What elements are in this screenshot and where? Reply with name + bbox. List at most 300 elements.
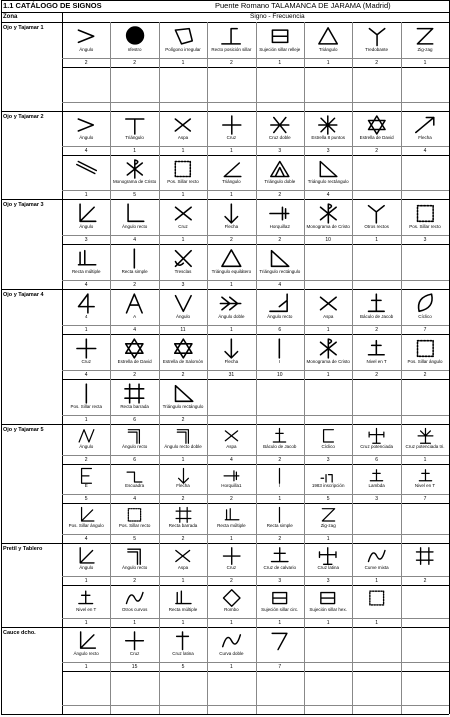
sign-frequency: 2 bbox=[278, 456, 282, 463]
sign-frequency: 4 bbox=[229, 456, 233, 463]
sign-label: Estrella de David bbox=[359, 135, 394, 140]
sign-cell bbox=[352, 199, 400, 244]
sign-cell bbox=[62, 67, 110, 112]
sign-frequency: 1 bbox=[84, 620, 88, 626]
sign-cell bbox=[207, 671, 255, 715]
sign-cell bbox=[304, 67, 352, 112]
sign-frequency: 4 bbox=[84, 535, 88, 542]
zone-label: Pretil y Tablero bbox=[3, 546, 43, 552]
sign-label: Estrella de David bbox=[117, 359, 152, 364]
calvary-icon bbox=[268, 545, 291, 567]
sign-label: Sujeción sillar relleje bbox=[259, 46, 301, 52]
sign-cell bbox=[352, 289, 400, 334]
sign-cell bbox=[401, 671, 449, 715]
angle-l-icon bbox=[74, 629, 99, 653]
sign-cell bbox=[352, 379, 400, 424]
triangle-angle-icon bbox=[219, 157, 245, 181]
sign-frequency: 2 bbox=[375, 327, 378, 333]
sign-cell bbox=[401, 289, 449, 334]
sign-cell bbox=[401, 503, 449, 543]
sign-cell bbox=[110, 543, 158, 585]
sign-cell bbox=[110, 627, 158, 671]
sign-cell bbox=[62, 111, 110, 155]
sign-frequency: 2 bbox=[133, 282, 136, 288]
sign-frequency: 3 bbox=[326, 148, 330, 154]
ashlar-icon bbox=[412, 336, 439, 361]
sign-label: Nivel en T bbox=[366, 359, 387, 364]
sign-label: Báculo de Jacob bbox=[263, 443, 297, 449]
sign-cell bbox=[159, 671, 207, 715]
ashlar-icon bbox=[170, 157, 196, 181]
sign-frequency: 1 bbox=[375, 620, 378, 626]
sign-label: Ángulo recto doble bbox=[164, 443, 202, 449]
sign-frequency: 5 bbox=[181, 663, 185, 670]
sign-cell bbox=[62, 155, 110, 199]
leaf-icon bbox=[412, 291, 439, 316]
sign-frequency: 2 bbox=[84, 456, 88, 463]
sign-frequency: 1 bbox=[278, 620, 282, 626]
sign-cell bbox=[110, 585, 158, 627]
sign-frequency: 15 bbox=[131, 663, 138, 670]
sign-label: Recta múltiple bbox=[168, 607, 198, 612]
angle-v-icon bbox=[170, 291, 197, 316]
sign-label: Cruz bbox=[81, 359, 91, 364]
sign-label: Ángulo doble bbox=[218, 314, 245, 319]
sign-cell bbox=[352, 244, 400, 289]
sign-frequency: 1 bbox=[84, 192, 88, 198]
sign-cell bbox=[62, 289, 110, 334]
sign-label: Ángulo bbox=[175, 314, 190, 319]
sign-label: Pos. Sillar recto bbox=[409, 224, 441, 229]
sign-cell bbox=[401, 424, 449, 464]
sign-cell bbox=[207, 503, 255, 543]
sign-frequency: 7 bbox=[423, 496, 427, 503]
sign-frequency: 1 bbox=[326, 372, 330, 378]
sign-label: Recta simple bbox=[121, 269, 148, 274]
sign-frequency: 1 bbox=[181, 237, 185, 243]
sign-cell bbox=[401, 543, 449, 585]
sign-cell bbox=[401, 627, 449, 671]
sign-cell bbox=[110, 424, 158, 464]
sign-label: Flecha bbox=[224, 224, 239, 229]
sign-cell bbox=[62, 543, 110, 585]
sign-label: Escuadra bbox=[125, 483, 145, 489]
sign-frequency: 4 bbox=[326, 192, 330, 198]
sign-frequency: 10 bbox=[325, 237, 331, 243]
sign-cell bbox=[159, 464, 207, 504]
sign-cell bbox=[62, 199, 110, 244]
sign-label: Cruz latina bbox=[317, 565, 339, 570]
double-cross-icon bbox=[267, 113, 293, 137]
ashlar-icon bbox=[365, 587, 388, 609]
double-bar-icon bbox=[121, 381, 148, 406]
sign-label: Cruz bbox=[129, 650, 140, 656]
sign-cell bbox=[256, 289, 304, 334]
sign-cell bbox=[401, 585, 449, 627]
sign-cell bbox=[62, 22, 110, 67]
right-triangle-icon bbox=[315, 157, 341, 181]
cross-icon bbox=[220, 545, 243, 567]
curve-icon bbox=[365, 545, 388, 567]
sign-frequency: 1 bbox=[84, 663, 88, 670]
sign-frequency: 1 bbox=[181, 578, 185, 584]
sign-label: Triángulo rectángulo bbox=[307, 179, 349, 184]
sign-cell bbox=[304, 244, 352, 289]
cross-icon bbox=[73, 336, 100, 361]
sign-label: Ángulo bbox=[79, 224, 94, 229]
sign-cell bbox=[304, 111, 352, 155]
curve-icon bbox=[219, 629, 244, 653]
sign-cell bbox=[401, 379, 449, 424]
sign-label: Triángulo bbox=[125, 135, 144, 140]
signo-header: Signo - Frecuencia bbox=[250, 13, 305, 20]
sign-label: Cruz de calvario bbox=[263, 565, 297, 570]
sign-frequency: 2 bbox=[229, 578, 233, 584]
sign-cell bbox=[401, 244, 449, 289]
sign-label: Pos. Sillar recto bbox=[167, 179, 199, 184]
sign-frequency: 6 bbox=[133, 456, 136, 463]
sign-label: Recta barrada bbox=[120, 404, 149, 409]
grid-line bbox=[1, 12, 449, 13]
sign-cell bbox=[62, 503, 110, 543]
multi-line-icon bbox=[171, 587, 194, 609]
ashlar-joint-icon bbox=[267, 24, 293, 49]
eight-star-icon bbox=[315, 113, 341, 137]
sign-frequency: 1 bbox=[423, 59, 427, 66]
sign-label: Pos. Sillar recto bbox=[118, 522, 151, 528]
letter-a-icon bbox=[121, 291, 148, 316]
sign-frequency: 4 bbox=[278, 282, 282, 288]
bridge-title: Puente Romano TALAMANCA DE JARAMA (Madrid) bbox=[215, 1, 391, 10]
sign-label: Aspa bbox=[177, 135, 189, 140]
sign-label: Cruz bbox=[226, 565, 237, 570]
scissors-icon bbox=[170, 246, 197, 271]
sign-frequency: 1 bbox=[229, 192, 233, 198]
cross-potent-icon bbox=[316, 545, 339, 567]
sign-cell bbox=[304, 199, 352, 244]
sign-frequency: 1 bbox=[423, 456, 427, 463]
sign-cell bbox=[304, 22, 352, 67]
sign-label: Horquilla1 bbox=[221, 483, 242, 489]
sign-cell bbox=[159, 289, 207, 334]
sign-cell bbox=[62, 334, 110, 379]
sign-label: Polígono irregular bbox=[165, 46, 201, 52]
sign-label: 4 bbox=[84, 314, 88, 319]
sign-cell bbox=[207, 424, 255, 464]
sign-label: Nivel en T bbox=[76, 607, 97, 612]
grid-line bbox=[1, 714, 449, 715]
sign-frequency: 2 bbox=[423, 372, 427, 378]
sign-cell bbox=[62, 424, 110, 464]
sign-label: Pos. Sillar recta bbox=[70, 404, 102, 409]
sign-cell bbox=[159, 543, 207, 585]
sign-cell bbox=[207, 334, 255, 379]
sign-cell bbox=[110, 155, 158, 199]
fork-icon bbox=[266, 201, 293, 226]
angle-icon bbox=[73, 24, 99, 49]
sign-cell bbox=[352, 155, 400, 199]
sign-label: Aspa bbox=[323, 314, 334, 319]
sign-cell bbox=[304, 379, 352, 424]
sign-frequency: 2 bbox=[181, 496, 185, 503]
sign-cell bbox=[401, 111, 449, 155]
sign-cell bbox=[352, 543, 400, 585]
sign-label: Cruz latina bbox=[172, 650, 194, 656]
sign-frequency: 4 bbox=[84, 282, 88, 288]
right-angle-joint-icon bbox=[218, 24, 244, 49]
sign-cell bbox=[110, 111, 158, 155]
triangle-icon bbox=[315, 24, 341, 49]
sign-frequency: 2 bbox=[278, 535, 282, 542]
double-bar-icon bbox=[413, 545, 436, 567]
sign-cell bbox=[304, 464, 352, 504]
sign-label: Pos. Sillar ángulo bbox=[68, 522, 104, 528]
sign-label: Nivel en T bbox=[414, 483, 436, 489]
right-angle-flag-icon bbox=[266, 291, 293, 316]
sign-label: Triángulo doble bbox=[264, 179, 296, 184]
sign-label: Ángulo recto bbox=[267, 314, 293, 319]
sign-frequency: 1 bbox=[84, 327, 88, 333]
sign-cell bbox=[207, 67, 255, 112]
sign-cell bbox=[62, 464, 110, 504]
sign-cell bbox=[256, 67, 304, 112]
sign-cell bbox=[207, 379, 255, 424]
sign-frequency: 1 bbox=[229, 148, 233, 154]
sign-label: Ángulo bbox=[79, 46, 94, 52]
arrow-down-icon bbox=[218, 201, 245, 226]
sign-cell bbox=[110, 289, 158, 334]
sign-frequency: 5 bbox=[326, 496, 330, 503]
ashlar-joint-icon bbox=[268, 587, 291, 609]
christ-monogram-icon bbox=[315, 201, 342, 226]
four-icon bbox=[73, 291, 100, 316]
t-triangle-icon bbox=[122, 113, 148, 137]
sign-cell bbox=[256, 464, 304, 504]
sign-frequency: 3 bbox=[278, 578, 282, 584]
sign-frequency: 1 bbox=[326, 59, 330, 66]
sign-label: A bbox=[133, 314, 137, 319]
sign-frequency: 2 bbox=[229, 496, 233, 503]
sign-label: Recto posición sillar bbox=[211, 46, 252, 52]
sign-label: Triángulo bbox=[222, 179, 241, 184]
sign-cell bbox=[110, 22, 158, 67]
double-angle-icon bbox=[218, 291, 245, 316]
sign-label: Aspa bbox=[226, 443, 237, 449]
sign-cell bbox=[352, 585, 400, 627]
sign-label: Cíclico bbox=[418, 314, 432, 319]
sign-frequency: 4 bbox=[133, 327, 136, 333]
sign-cell bbox=[304, 289, 352, 334]
zigzag-icon bbox=[412, 24, 438, 49]
slanted-bar-icon bbox=[73, 157, 99, 181]
sign-frequency: 1 bbox=[229, 327, 233, 333]
sign-frequency: 2 bbox=[133, 372, 136, 378]
triangle-icon bbox=[218, 246, 245, 271]
right-angle-icon bbox=[121, 201, 148, 226]
sign-frequency: 10 bbox=[277, 372, 283, 378]
sign-frequency: 11 bbox=[180, 327, 186, 333]
sign-label: Triángulo equilátero bbox=[211, 269, 252, 274]
sign-label: Cruz bbox=[226, 135, 237, 140]
sign-cell bbox=[159, 379, 207, 424]
sign-label: Flecha bbox=[224, 359, 239, 364]
bar-icon bbox=[73, 381, 100, 406]
christ-monogram-icon bbox=[122, 157, 148, 181]
sign-label: Sujeción sillar hex. bbox=[309, 607, 347, 612]
sign-frequency: 2 bbox=[84, 59, 88, 66]
sign-label: Zig-zag bbox=[320, 522, 336, 528]
sign-frequency: 5 bbox=[133, 192, 136, 198]
level-icon bbox=[74, 587, 97, 609]
bar-icon bbox=[121, 246, 148, 271]
sign-frequency: 2 bbox=[229, 59, 233, 66]
sign-cell bbox=[256, 424, 304, 464]
sign-frequency: 4 bbox=[84, 148, 88, 154]
sign-label: Tredobante bbox=[365, 46, 389, 52]
sign-cell bbox=[159, 199, 207, 244]
sign-cell bbox=[207, 585, 255, 627]
sign-cell bbox=[401, 67, 449, 112]
sign-cell bbox=[256, 585, 304, 627]
sign-label: Recta barrada bbox=[168, 522, 198, 528]
sign-cell bbox=[352, 503, 400, 543]
sign-label: Ángulo bbox=[79, 443, 94, 449]
sign-label: Rombo bbox=[224, 607, 239, 612]
sign-cell bbox=[110, 199, 158, 244]
sign-cell bbox=[110, 464, 158, 504]
sign-frequency: 3 bbox=[181, 282, 185, 288]
sign-frequency: 1 bbox=[229, 282, 233, 288]
sign-label: Cruz doble bbox=[268, 135, 291, 140]
angle-icon bbox=[73, 113, 99, 137]
sign-cell bbox=[256, 543, 304, 585]
catalogue-title: 1.1 CATÁLOGO DE SIGNOS bbox=[3, 1, 102, 10]
aspa-icon bbox=[171, 545, 194, 567]
sign-label: Ángulo recto bbox=[121, 443, 148, 449]
sign-frequency: 1 bbox=[229, 535, 233, 542]
sign-label: Curve mixta bbox=[364, 565, 389, 570]
sign-label: Ángulo recto bbox=[121, 565, 148, 570]
sign-label: Otros rectos bbox=[364, 224, 389, 229]
sign-cell bbox=[256, 244, 304, 289]
trident-icon bbox=[363, 201, 390, 226]
sign-frequency: 1 bbox=[133, 620, 136, 626]
sign-frequency: 3 bbox=[278, 148, 282, 154]
sign-frequency: 2 bbox=[133, 578, 136, 584]
zone-label: Ojo y Tajamar 5 bbox=[3, 427, 44, 433]
sign-frequency: 1 bbox=[326, 327, 330, 333]
right-angle-double-icon bbox=[123, 545, 146, 567]
zone-label: Ojo y Tajamar 1 bbox=[3, 25, 44, 31]
sign-label: Zig-zag bbox=[417, 46, 433, 52]
sign-frequency: 4 bbox=[84, 372, 88, 378]
sign-cell bbox=[159, 627, 207, 671]
angle-l-icon bbox=[74, 545, 97, 567]
sign-label: 1983 inscripción bbox=[311, 483, 345, 489]
sign-label: Cruz potenciada tri. bbox=[405, 443, 445, 449]
sign-frequency: 4 bbox=[133, 496, 136, 503]
sign-cell bbox=[352, 464, 400, 504]
sign-frequency: 3 bbox=[423, 237, 427, 243]
zone-label: Cauce dcho. bbox=[3, 630, 36, 636]
sign-frequency: 1 bbox=[181, 192, 185, 198]
sign-cell bbox=[256, 334, 304, 379]
right-triangle-icon bbox=[266, 246, 293, 271]
sign-cell bbox=[159, 22, 207, 67]
zone-label: Ojo y Tajamar 2 bbox=[3, 114, 44, 120]
sign-cell bbox=[352, 424, 400, 464]
sign-cell bbox=[352, 671, 400, 715]
sign-label: Estrella 8 puntos bbox=[311, 135, 345, 140]
sign-label: Pos. Sillar ángulo bbox=[407, 359, 443, 364]
sign-label: Triángulo rectángulo bbox=[162, 404, 204, 409]
sign-label: Monograma de Cristo bbox=[112, 179, 157, 184]
sign-label: Curva doble bbox=[219, 650, 244, 656]
right-triangle-icon bbox=[170, 381, 197, 406]
sign-label: E bbox=[84, 483, 88, 489]
sign-cell bbox=[304, 155, 352, 199]
sign-cell bbox=[401, 334, 449, 379]
sign-cell bbox=[62, 671, 110, 715]
sign-cell bbox=[352, 627, 400, 671]
sign-label: Recta múltiple bbox=[217, 522, 246, 528]
sign-frequency: 1 bbox=[181, 620, 185, 626]
cross-icon bbox=[219, 113, 245, 137]
rhombus-icon bbox=[220, 587, 243, 609]
sign-frequency: 2 bbox=[423, 578, 427, 584]
sign-label: Triángulo rectángulo bbox=[259, 269, 301, 274]
sign-label: Ángulo bbox=[79, 135, 94, 140]
sign-frequency: 1 bbox=[181, 59, 185, 66]
disc-icon bbox=[122, 24, 148, 49]
sign-cell bbox=[110, 503, 158, 543]
sign-cell bbox=[256, 627, 304, 671]
sign-cell bbox=[304, 543, 352, 585]
sign-frequency: 1 bbox=[326, 535, 330, 542]
sign-frequency: 6 bbox=[133, 417, 136, 423]
sign-cell bbox=[256, 22, 304, 67]
sign-frequency: 1 bbox=[326, 620, 330, 626]
sign-cell bbox=[352, 334, 400, 379]
multi-line-icon bbox=[73, 246, 100, 271]
sign-cell bbox=[62, 244, 110, 289]
sign-frequency: 5 bbox=[133, 535, 136, 542]
cross-icon bbox=[122, 629, 147, 653]
sign-cell bbox=[159, 244, 207, 289]
sign-label: nfestro bbox=[127, 46, 142, 52]
sign-cell bbox=[62, 627, 110, 671]
trident-icon bbox=[364, 24, 390, 49]
sign-frequency: 2 bbox=[181, 372, 185, 378]
staff-icon bbox=[363, 291, 390, 316]
aspa-icon bbox=[170, 201, 197, 226]
sign-frequency: 1 bbox=[84, 578, 88, 584]
sign-cell bbox=[401, 155, 449, 199]
sign-frequency: 7 bbox=[423, 327, 427, 333]
sign-cell bbox=[256, 503, 304, 543]
sign-cell bbox=[207, 543, 255, 585]
sign-label: Tresclas bbox=[174, 269, 192, 274]
sign-cell bbox=[159, 503, 207, 543]
sign-label: Sujeción sillar circ. bbox=[261, 607, 299, 612]
sign-label: Ángulo recto bbox=[121, 224, 148, 229]
sign-cell bbox=[110, 67, 158, 112]
sign-frequency: 3 bbox=[84, 237, 88, 243]
sign-cell bbox=[256, 671, 304, 715]
sign-cell bbox=[304, 334, 352, 379]
sign-cell bbox=[207, 289, 255, 334]
sign-label: Recta simple bbox=[266, 522, 293, 528]
